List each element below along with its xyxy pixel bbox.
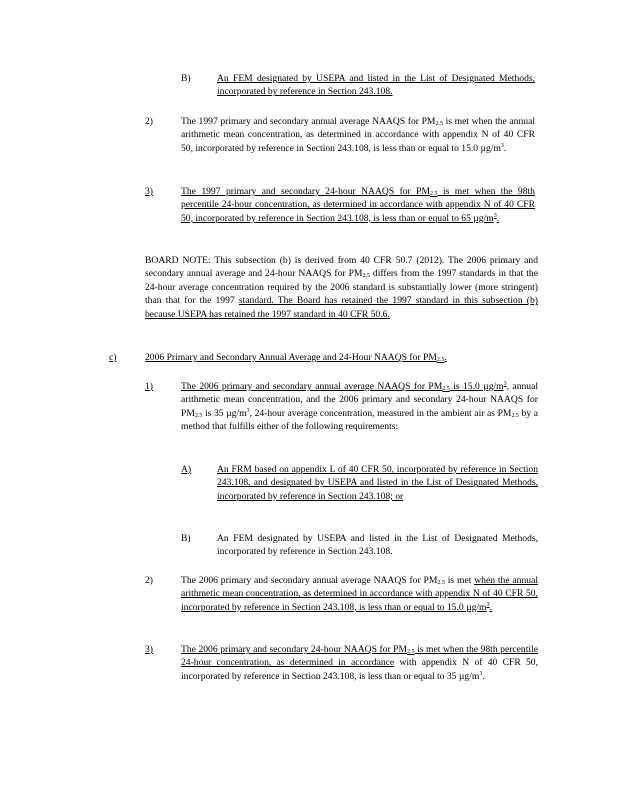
text-run: is met when the 98th percentile 24-hour concentration, as determined in accordance: [181, 644, 538, 669]
text-run: The 1997 primary and secondary annual average NAAQS for PM: [181, 116, 436, 127]
paragraph-b2: [181, 115, 535, 155]
marker-c1b: B): [181, 533, 191, 544]
text-run: .: [482, 670, 485, 682]
text-run: is met when the 98th percentile 24-hour concentration, as determined in accordance with appendix N of 40 CFR 50, incorporated by reference in Section 243.108, is less than or equal to 65 µg/m: [181, 186, 535, 224]
text-run: standard. The Board has retained the 1997 standard in this subsection (b) because USEPA has retained the 1997 standard in 40 CFR 50.6.: [145, 295, 538, 320]
subscript: 2.5: [194, 412, 203, 419]
paragraph-board: [145, 254, 538, 321]
text-run: is met when the annual arithmetic mean concentration, as determined in accordance with appendix N of 40 CFR 50, incorporated by reference in Section 243.108, is less than or equal to 15.0 µg/m: [181, 116, 535, 154]
subscript: 2.5: [362, 273, 370, 280]
text-run: An FEM designated by USEPA and listed in the List of Designated Methods, incorporated by reference in Section 243.108.: [217, 533, 538, 558]
text-run: The 2006 primary and secondary 24-hour NAAQS for PM: [181, 644, 408, 655]
superscript: 3: [500, 142, 504, 149]
text-run: An FRM based on appendix L of 40 CFR 50, incorporated by reference in Section 243.108, and designated by USEPA and listed in the List of Designated Methods, incorporated by reference in Section 243.108; or: [217, 464, 538, 502]
superscript: 3: [486, 601, 490, 608]
subscript: 2.5: [442, 386, 450, 392]
text-run: .: [496, 212, 500, 224]
superscript: 3: [493, 212, 497, 219]
marker-b3: 3): [145, 186, 153, 197]
marker-b2: 2): [145, 116, 153, 127]
superscript: 3: [246, 407, 250, 414]
subscript: 2.5: [436, 357, 445, 363]
text-run: .: [489, 601, 492, 613]
paragraph-c: [145, 351, 538, 364]
subscript: 2.5: [437, 580, 445, 586]
marker-c: c): [109, 352, 117, 363]
paragraph-b1: [217, 72, 535, 99]
subscript: 2.5: [407, 649, 415, 655]
superscript: 3: [503, 381, 507, 387]
subscript: 2.5: [435, 121, 443, 127]
paragraph-c2: [181, 574, 538, 614]
marker-c2: 2): [145, 575, 153, 586]
paragraph-b3: [181, 185, 535, 225]
text-run: 2006 Primary and Secondary Annual Average and 24-Hour NAAQS for PM: [145, 352, 437, 363]
marker-b1: B): [181, 73, 191, 84]
superscript: 3: [479, 670, 483, 677]
text-run: is met: [444, 575, 475, 586]
text-run: BOARD NOTE: This subsection (b) is derived from 40 CFR 50.7 (2012). The 2006 primary and secondary annual average and 24-hour NAAQS for PM: [145, 255, 538, 280]
marker-c1a: A): [181, 464, 192, 475]
paragraph-c1b: [217, 532, 538, 559]
text-run: The 2006 primary and secondary annual average NAAQS for PM: [181, 575, 438, 586]
text-run: .: [503, 142, 507, 154]
text-run: is 15.0 µg/m: [449, 381, 504, 392]
text-run: , 24-hour average concentration, measured in the ambient air as PM: [249, 407, 512, 419]
text-run: when the annual arithmetic mean concentration, as determined in accordance with appendix N of 40 CFR 50, incorporated by reference in Section 243.108, is less than or equal to 15.0 µg/m: [181, 575, 538, 613]
paragraph-c3: [181, 643, 538, 683]
text-run: differs from the 1997 standards in that the 24-hour average concentration required by the 2006 standard is substantially lower (more stringent) than that for the 1997: [145, 268, 538, 307]
text-run: by a method that fulfills either of the following requirements:: [181, 407, 538, 433]
subscript: 2.5: [511, 412, 519, 419]
text-run: with appendix N of 40 CFR 50, incorporated by reference in Section 243.108, is less than or equal to 35 µg/m: [181, 657, 539, 682]
subscript: 2.5: [430, 191, 438, 197]
paragraph-c1a: [217, 463, 538, 503]
text-run: An FEM designated by USEPA and listed in the List of Designated Methods, incorporated by reference in Section 243.108.: [217, 73, 535, 98]
text-run: is 35 µg/m: [202, 407, 247, 419]
paragraph-c1: [181, 380, 538, 434]
text-run: , annual arithmetic mean concentration, and the 2006 primary and secondary 24-hour NAAQS for PM: [181, 381, 539, 419]
text-run: The 2006 primary and secondary annual average NAAQS for PM: [181, 381, 443, 392]
marker-c3: 3): [145, 644, 153, 655]
text-run: .: [444, 352, 447, 363]
marker-c1: 1): [145, 381, 153, 392]
text-run: The 1997 primary and secondary 24-hour NAAQS for PM: [181, 186, 431, 197]
